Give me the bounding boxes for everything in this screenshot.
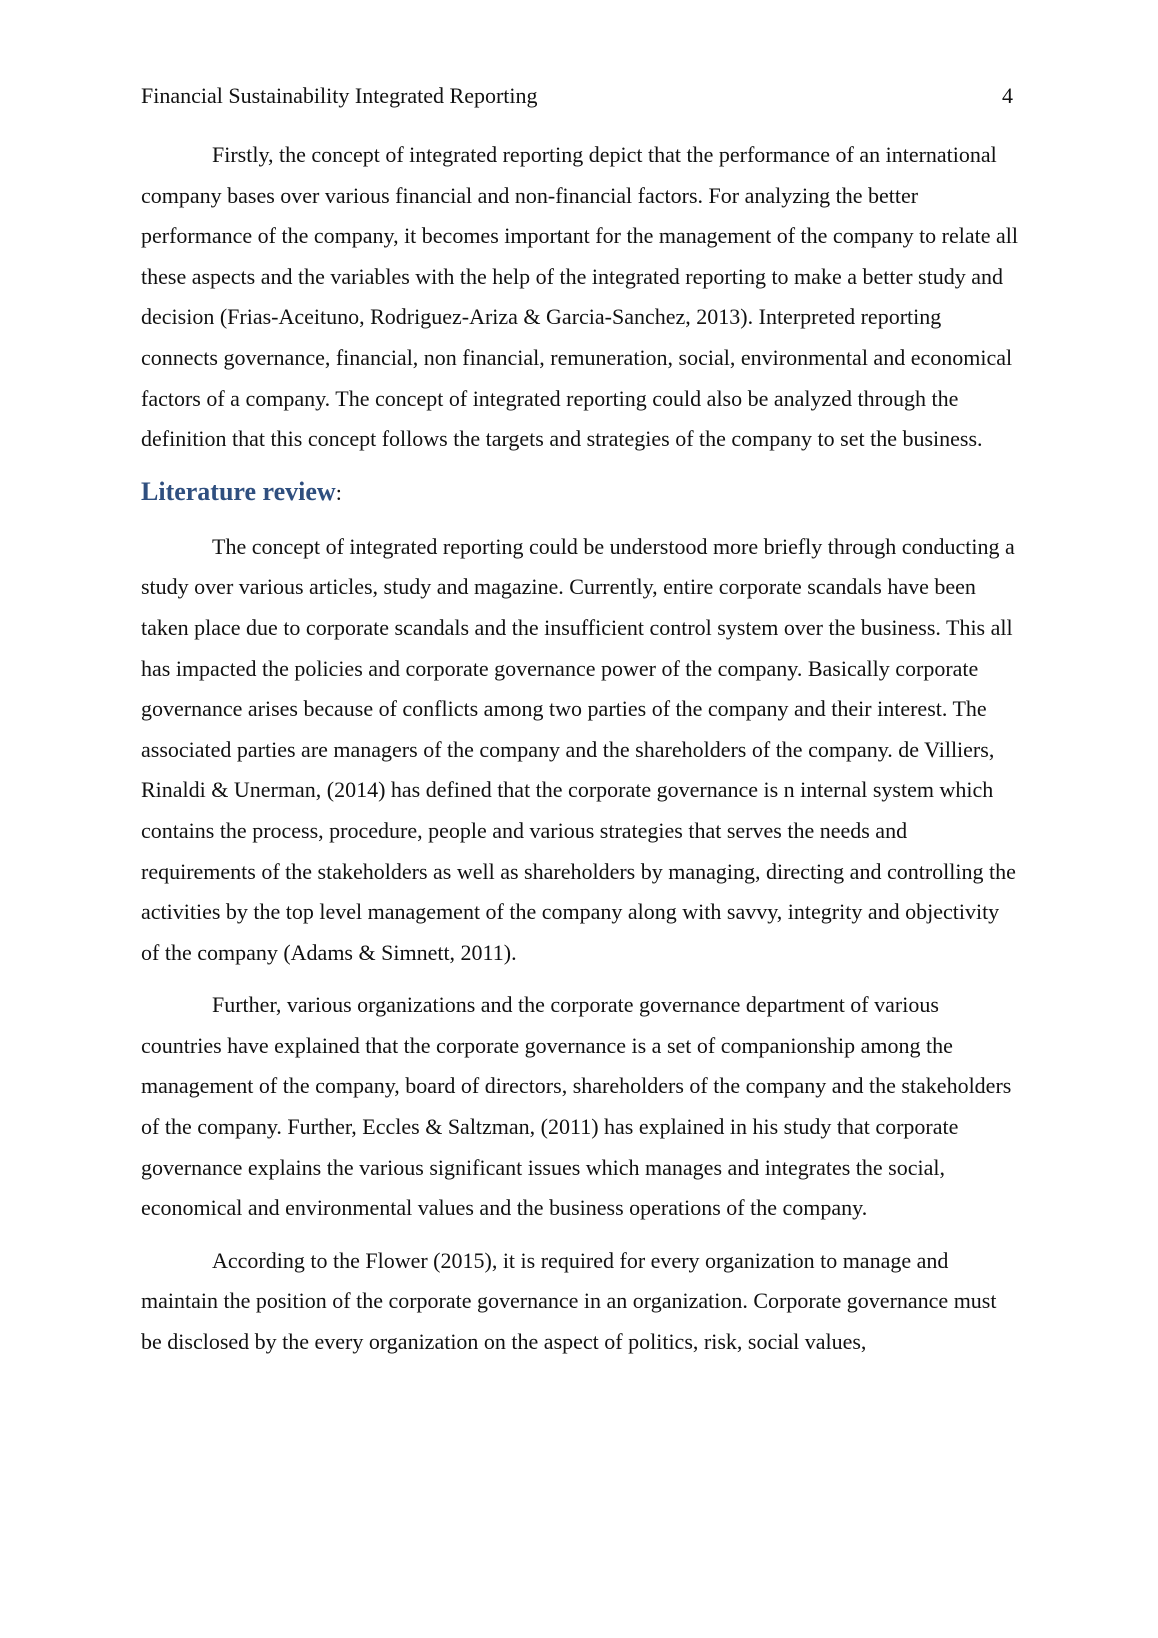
body-paragraph: The concept of integrated reporting could be understood more briefly through conducting a study over various articles, study and magazine. Currently, entire corporate scandals have been taken place due to corporate scandals and the insufficient control system over the business. This all has impacted the policies and corporate governance power of the company. Basically corporate governance arises because of conflicts among two parties of the company and their interest. The associated parties are managers of the company and the shareholders of the company. de Villiers, Rinaldi & Unerman, (2014) has defined that the corporate governance is n internal system which contains the process, procedure, people and various strategies that serves the needs and requirements of the stakeholders as well as shareholders by managing, directing and controlling the activities by the top level management of the company along with savvy, integrity and objectivity of the company (Adams & Simnett, 2011).: [141, 533, 1016, 965]
intro-paragraph: Firstly, the concept of integrated reporting depict that the performance of an international company bases over various financial and non-financial factors. For analyzing the better performance of the company, it becomes important for the management of the company to relate all these aspects and the variables with the help of the integrated reporting to make a better study and decision (Frias-Aceituno, Rodriguez-Ariza & Garcia-Sanchez, 2013). Interpreted reporting connects governance, financial, non financial, remuneration, social, environmental and economical factors of a company. The concept of integrated reporting could also be analyzed through the definition that this concept follows the targets and strategies of the company to set the business.: [141, 142, 1019, 452]
section-heading-colon: :: [335, 479, 342, 505]
running-title: Financial Sustainability Integrated Reporting: [141, 83, 538, 108]
section-heading-text: Literature review: [141, 476, 336, 506]
document-body: [141, 135, 1021, 1375]
body-paragraph: According to the Flower (2015), it is required for every organization to manage and maintain the position of the corporate governance in an organization. Corporate governance must be disclosed by the every organization on the aspect of politics, risk, social values,: [141, 1247, 997, 1355]
section-heading: [141, 472, 1021, 513]
page-number: 4: [1002, 83, 1013, 108]
body-paragraph: Further, various organizations and the corporate governance department of various countries have explained that the corporate governance is a set of companionship among the management of the company, board of directors, shareholders of the company and the stakeholders of the company. Further, Eccles & Saltzman, (2011) has explained in his study that corporate governance explains the various significant issues which manages and integrates the social, economical and environmental values and the business operations of the company.: [141, 992, 1012, 1221]
page-header: [141, 80, 1013, 112]
